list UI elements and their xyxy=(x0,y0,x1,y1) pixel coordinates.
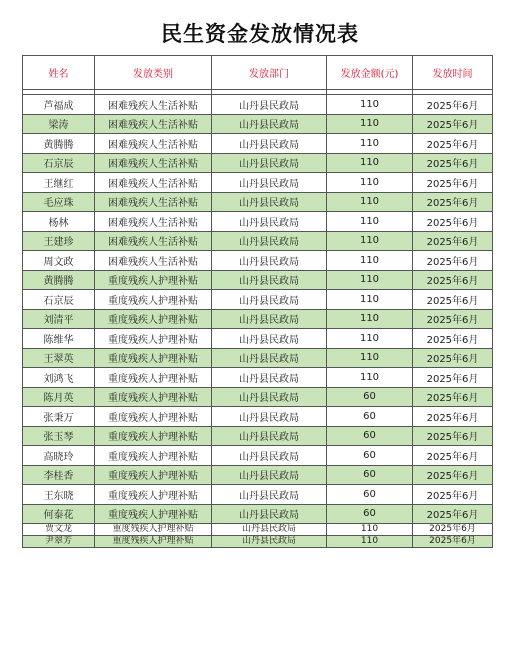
cell-department: 山丹县民政局 xyxy=(212,407,327,427)
cell-name: 芦福成 xyxy=(23,95,95,115)
cell-date: 2025年6月 xyxy=(413,251,493,271)
cell-date: 2025年6月 xyxy=(413,524,493,536)
cell-department: 山丹县民政局 xyxy=(212,387,327,407)
cell-date: 2025年6月 xyxy=(413,536,493,548)
cell-amount: 110 xyxy=(327,212,413,232)
cell-category: 困难残疾人生活补贴 xyxy=(95,153,212,173)
table-row xyxy=(23,173,493,193)
cell-department: 山丹县民政局 xyxy=(212,153,327,173)
cell-category: 重度残疾人护理补贴 xyxy=(95,536,212,548)
cell-date: 2025年6月 xyxy=(413,426,493,446)
cell-amount: 60 xyxy=(327,426,413,446)
cell-category: 重度残疾人护理补贴 xyxy=(95,446,212,466)
cell-department: 山丹县民政局 xyxy=(212,95,327,115)
cell-amount: 110 xyxy=(327,368,413,388)
cell-name: 石京辰 xyxy=(23,290,95,310)
cell-amount: 110 xyxy=(327,348,413,368)
table-row xyxy=(23,309,493,329)
cell-name: 黄腾腾 xyxy=(23,270,95,290)
cell-name: 张玉琴 xyxy=(23,426,95,446)
cell-amount: 110 xyxy=(327,114,413,134)
cell-category: 困难残疾人生活补贴 xyxy=(95,134,212,154)
table-row xyxy=(23,251,493,271)
cell-category: 重度残疾人护理补贴 xyxy=(95,524,212,536)
cell-date: 2025年6月 xyxy=(413,173,493,193)
cell-category: 重度残疾人护理补贴 xyxy=(95,407,212,427)
cell-amount: 60 xyxy=(327,504,413,524)
cell-category: 重度残疾人护理补贴 xyxy=(95,485,212,505)
cell-date: 2025年6月 xyxy=(413,309,493,329)
cell-date: 2025年6月 xyxy=(413,153,493,173)
cell-category: 重度残疾人护理补贴 xyxy=(95,426,212,446)
cell-category: 困难残疾人生活补贴 xyxy=(95,114,212,134)
cell-amount: 60 xyxy=(327,465,413,485)
cell-date: 2025年6月 xyxy=(413,134,493,154)
table-header-row xyxy=(23,56,493,90)
cell-department: 山丹县民政局 xyxy=(212,212,327,232)
cell-category: 重度残疾人护理补贴 xyxy=(95,348,212,368)
cell-department: 山丹县民政局 xyxy=(212,329,327,349)
cell-category: 困难残疾人生活补贴 xyxy=(95,192,212,212)
cell-category: 重度残疾人护理补贴 xyxy=(95,504,212,524)
cell-amount: 110 xyxy=(327,153,413,173)
cell-category: 重度残疾人护理补贴 xyxy=(95,270,212,290)
cell-date: 2025年6月 xyxy=(413,290,493,310)
table-row xyxy=(23,192,493,212)
cell-name: 何泰花 xyxy=(23,504,95,524)
table-row xyxy=(23,270,493,290)
cell-date: 2025年6月 xyxy=(413,504,493,524)
cell-name: 王建珍 xyxy=(23,231,95,251)
cell-department: 山丹县民政局 xyxy=(212,485,327,505)
header-category: 发放类别 xyxy=(95,56,212,90)
cell-name: 石京辰 xyxy=(23,153,95,173)
cell-date: 2025年6月 xyxy=(413,407,493,427)
cell-name: 张秉万 xyxy=(23,407,95,427)
cell-department: 山丹县民政局 xyxy=(212,251,327,271)
cell-department: 山丹县民政局 xyxy=(212,290,327,310)
cell-department: 山丹县民政局 xyxy=(212,446,327,466)
cell-amount: 110 xyxy=(327,173,413,193)
cell-department: 山丹县民政局 xyxy=(212,524,327,536)
cell-amount: 60 xyxy=(327,485,413,505)
header-amount: 发放金额(元) xyxy=(327,56,413,90)
cell-amount: 60 xyxy=(327,387,413,407)
cell-department: 山丹县民政局 xyxy=(212,465,327,485)
cell-amount: 110 xyxy=(327,192,413,212)
cell-amount: 110 xyxy=(327,536,413,548)
cell-department: 山丹县民政局 xyxy=(212,231,327,251)
table-row xyxy=(23,465,493,485)
cell-amount: 60 xyxy=(327,446,413,466)
table-row xyxy=(23,329,493,349)
cell-amount: 110 xyxy=(327,231,413,251)
cell-date: 2025年6月 xyxy=(413,446,493,466)
table-row xyxy=(23,290,493,310)
cell-name: 王继红 xyxy=(23,173,95,193)
cell-date: 2025年6月 xyxy=(413,387,493,407)
cell-department: 山丹县民政局 xyxy=(212,173,327,193)
cell-name: 王翠英 xyxy=(23,348,95,368)
cell-department: 山丹县民政局 xyxy=(212,368,327,388)
cell-date: 2025年6月 xyxy=(413,368,493,388)
cell-name: 周文政 xyxy=(23,251,95,271)
cell-date: 2025年6月 xyxy=(413,270,493,290)
cell-amount: 110 xyxy=(327,251,413,271)
cell-category: 重度残疾人护理补贴 xyxy=(95,329,212,349)
cell-name: 刘鸿飞 xyxy=(23,368,95,388)
cell-date: 2025年6月 xyxy=(413,114,493,134)
cell-category: 困难残疾人生活补贴 xyxy=(95,251,212,271)
table-row xyxy=(23,524,493,536)
cell-department: 山丹县民政局 xyxy=(212,536,327,548)
table-row xyxy=(23,426,493,446)
cell-department: 山丹县民政局 xyxy=(212,504,327,524)
cell-name: 贾文龙 xyxy=(23,524,95,536)
cell-category: 重度残疾人护理补贴 xyxy=(95,309,212,329)
cell-date: 2025年6月 xyxy=(413,231,493,251)
cell-department: 山丹县民政局 xyxy=(212,270,327,290)
table-row xyxy=(23,348,493,368)
cell-department: 山丹县民政局 xyxy=(212,192,327,212)
cell-category: 重度残疾人护理补贴 xyxy=(95,368,212,388)
table-row xyxy=(23,231,493,251)
table-row xyxy=(23,153,493,173)
header-date: 发放时间 xyxy=(413,56,493,90)
cell-amount: 110 xyxy=(327,524,413,536)
table-row xyxy=(23,485,493,505)
cell-name: 高晓玲 xyxy=(23,446,95,466)
cell-name: 陈维华 xyxy=(23,329,95,349)
cell-date: 2025年6月 xyxy=(413,485,493,505)
cell-category: 困难残疾人生活补贴 xyxy=(95,231,212,251)
cell-name: 杨林 xyxy=(23,212,95,232)
table-row xyxy=(23,407,493,427)
table-row xyxy=(23,134,493,154)
cell-amount: 110 xyxy=(327,95,413,115)
cell-department: 山丹县民政局 xyxy=(212,114,327,134)
cell-name: 尹翠芳 xyxy=(23,536,95,548)
cell-amount: 60 xyxy=(327,407,413,427)
cell-amount: 110 xyxy=(327,134,413,154)
cell-category: 重度残疾人护理补贴 xyxy=(95,387,212,407)
cell-amount: 110 xyxy=(327,329,413,349)
cell-category: 困难残疾人生活补贴 xyxy=(95,95,212,115)
cell-date: 2025年6月 xyxy=(413,212,493,232)
cell-department: 山丹县民政局 xyxy=(212,309,327,329)
cell-date: 2025年6月 xyxy=(413,95,493,115)
table-row xyxy=(23,95,493,115)
cell-department: 山丹县民政局 xyxy=(212,134,327,154)
cell-name: 梁涛 xyxy=(23,114,95,134)
cell-category: 重度残疾人护理补贴 xyxy=(95,465,212,485)
cell-date: 2025年6月 xyxy=(413,465,493,485)
cell-department: 山丹县民政局 xyxy=(212,348,327,368)
cell-amount: 110 xyxy=(327,290,413,310)
cell-date: 2025年6月 xyxy=(413,329,493,349)
cell-category: 困难残疾人生活补贴 xyxy=(95,173,212,193)
cell-department: 山丹县民政局 xyxy=(212,426,327,446)
table-row xyxy=(23,387,493,407)
cell-category: 困难残疾人生活补贴 xyxy=(95,212,212,232)
cell-name: 黄腾腾 xyxy=(23,134,95,154)
table-row xyxy=(23,446,493,466)
cell-date: 2025年6月 xyxy=(413,348,493,368)
table-row xyxy=(23,368,493,388)
cell-category: 重度残疾人护理补贴 xyxy=(95,290,212,310)
cell-name: 刘清平 xyxy=(23,309,95,329)
table-row xyxy=(23,114,493,134)
cell-amount: 110 xyxy=(327,309,413,329)
table-row xyxy=(23,504,493,524)
cell-name: 王东晓 xyxy=(23,485,95,505)
cell-date: 2025年6月 xyxy=(413,192,493,212)
page-title: 民生资金发放情况表 xyxy=(161,21,359,46)
table-row xyxy=(23,212,493,232)
table-row xyxy=(23,536,493,548)
header-department: 发放部门 xyxy=(212,56,327,90)
header-name: 姓名 xyxy=(23,56,95,90)
cell-name: 毛应珠 xyxy=(23,192,95,212)
cell-name: 李桂香 xyxy=(23,465,95,485)
cell-amount: 110 xyxy=(327,270,413,290)
cell-name: 陈月英 xyxy=(23,387,95,407)
funds-table xyxy=(22,55,493,548)
